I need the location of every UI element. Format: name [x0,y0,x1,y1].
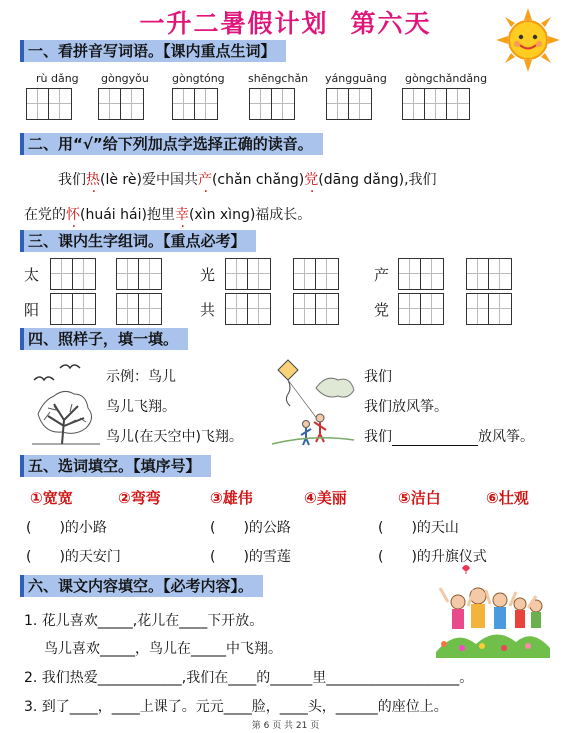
char-guang: 光 [200,266,216,284]
choice-huai[interactable]: (huái hái) [80,207,147,223]
sample-line-3: 鸟儿(在天空中)飞翔。 [106,429,243,445]
sample-right-3: 我们 放风筝。 [364,429,534,445]
word-grid-tai-2[interactable] [116,258,162,290]
fill-item-1[interactable]: ( )的小路 [26,520,107,536]
answer-grid-6[interactable] [402,88,470,120]
content-line-1[interactable]: 1. 花儿喜欢_____,花儿在____下开放。 [24,613,264,629]
answer-grid-4[interactable] [249,88,295,120]
fill-item-4[interactable]: ( )的天安门 [26,549,121,565]
option-3: ③雄伟 [210,489,253,507]
answer-grid-3[interactable] [172,88,218,120]
reading-line-1: 我们热(lè rè)爱中国共产(chǎn chǎng)党(dāng dǎng),我们 [58,172,437,188]
section-2-heading: 二、用“√”给下列加点字选择正确的读音。 [20,133,323,155]
content-line-3[interactable]: 2. 我们热爱____________,我们在____的______里___________________。 [24,670,474,686]
birds-tree-illustration [24,360,104,446]
section-5-heading: 五、选词填空。【填序号】 [20,455,211,477]
word-grid-tai-1[interactable] [50,258,96,290]
option-2: ②弯弯 [118,489,161,507]
page-title [0,4,571,40]
sample-right-2: 我们放风筝。 [364,399,448,415]
fill-item-6[interactable]: ( )的升旗仪式 [378,549,487,565]
section-4-heading: 四、照样子，填一填。 [20,328,188,350]
pinyin-6: gòngchǎndǎng [405,72,488,85]
word-grid-gong-2[interactable] [293,293,339,325]
title-main: 一升二暑假计划 [139,9,329,38]
word-grid-guang-2[interactable] [293,258,339,290]
answer-grid-2[interactable] [98,88,144,120]
word-grid-dang-1[interactable] [398,293,444,325]
choice-dang[interactable]: (dāng dǎng),我们 [318,172,437,188]
option-4: ④美丽 [304,489,347,507]
char-tai: 太 [24,266,40,284]
sun-icon [496,8,560,72]
choice-xing[interactable]: (xìn xìng)福成长。 [188,207,312,223]
sample-line-2: 鸟儿飞翔。 [106,399,176,415]
page-footer: 第 6 页 共 21 页 [251,721,320,731]
section-1-heading: 一、看拼音写词语。【课内重点生词】 [20,40,286,62]
char-chan: 产 [374,266,390,284]
dotted-char-dang: 党 [304,172,319,188]
pinyin-2: gòngyǒu [101,72,149,85]
sample-blank[interactable] [392,431,478,446]
word-grid-guang-1[interactable] [225,258,271,290]
title-day: 第六天 [350,9,432,38]
choice-re[interactable]: (lè rè) [100,172,142,188]
pinyin-1: rù dǎng [36,72,79,85]
dotted-char-chan: 产 [197,172,212,188]
option-6: ⑥壮观 [486,489,529,507]
option-5: ⑤洁白 [398,489,441,507]
char-gong: 共 [200,301,216,319]
word-grid-yang-2[interactable] [116,293,162,325]
word-grid-chan-1[interactable] [398,258,444,290]
section-3-heading: 三、课内生字组词。【重点必考】 [20,230,256,252]
content-line-2[interactable]: 鸟儿喜欢_____，鸟儿在_____中飞翔。 [44,641,282,657]
pinyin-4: shēngchǎn [248,72,309,85]
dotted-char-re: 热 [86,172,100,188]
word-grid-yang-1[interactable] [50,293,96,325]
char-dang: 党 [374,301,390,319]
answer-grid-5[interactable] [326,88,372,120]
dotted-char-huai: 怀 [66,207,80,223]
choice-chan[interactable]: (chǎn chǎng) [211,172,305,188]
pinyin-3: gòngtóng [172,72,225,85]
section-6-heading: 六、课文内容填空。【必考内容】。 [20,575,263,597]
answer-grid-1[interactable] [26,88,72,120]
char-yang: 阳 [24,301,40,319]
pinyin-5: yángguāng [325,72,387,85]
word-grid-chan-2[interactable] [466,258,512,290]
fill-item-3[interactable]: ( )的天山 [378,520,459,536]
sample-line-1: 示例：鸟儿 [106,369,176,385]
fill-item-2[interactable]: ( )的公路 [210,520,291,536]
reading-line-2: 在党的怀(huái hái)抱里幸(xìn xìng)福成长。 [24,207,312,223]
word-grid-dang-2[interactable] [466,293,512,325]
word-grid-gong-1[interactable] [225,293,271,325]
kite-children-illustration [266,358,356,448]
children-group-illustration [432,562,552,662]
sample-right-1: 我们 [364,369,392,385]
fill-item-5[interactable]: ( )的雪莲 [210,549,291,565]
content-line-4[interactable]: 3. 到了____，____上课了。元元____脸，____头，______的座位上。 [24,699,448,715]
option-1: ①宽宽 [30,489,73,507]
dotted-char-xing: 幸 [174,207,189,223]
